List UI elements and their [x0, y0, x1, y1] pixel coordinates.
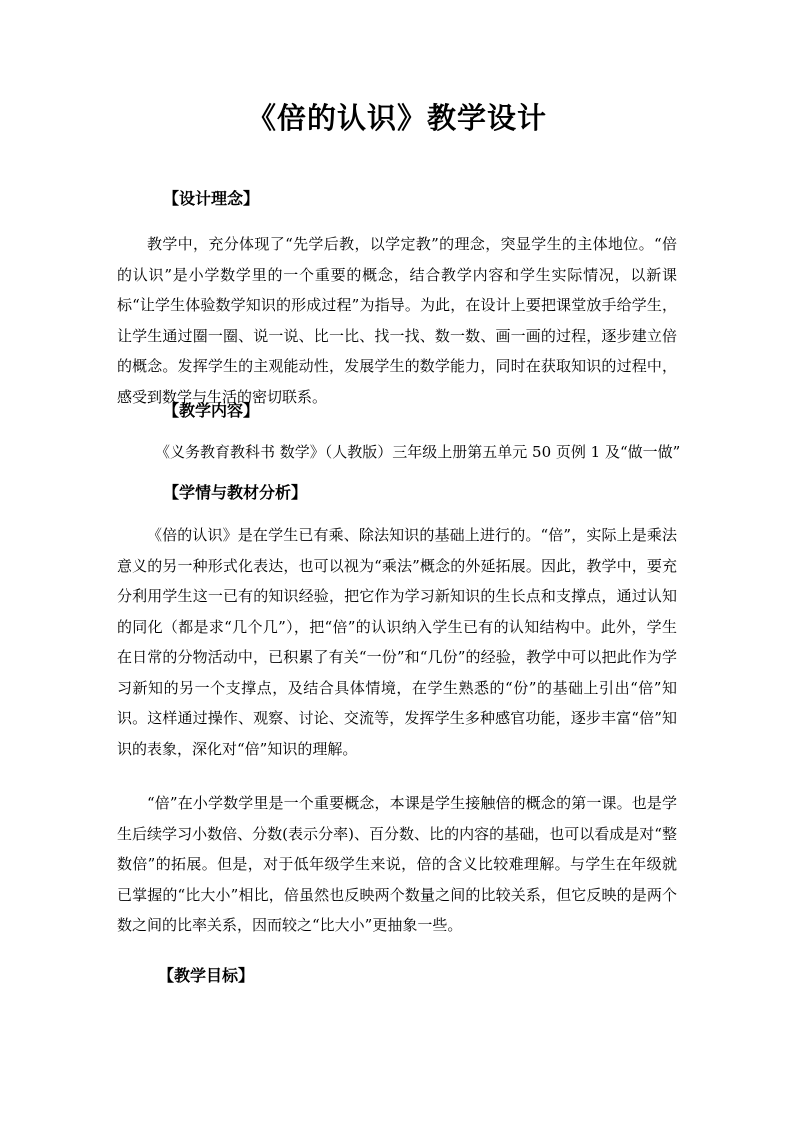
teaching-content-line: 《义务教育教科书 数学》（人教版）三年级上册第五单元 50 页例 1 及“做一做” [155, 443, 681, 461]
analysis-paragraph-2: “倍”在小学数学里是一个重要概念，本课是学生接触倍的概念的第一课。也是学生后续学习小数倍、分数(表示分率)、百分数、比的内容的基础，也可以看成是对“整数倍”的拓展。但是，对于低年级学生来说，倍的含义比较难理解。与学生在年级就已掌握的“比大小”相比，倍虽然也反映两个数量之间的比较关系，但它反映的是两个数之间的比率关系，因而较之“比大小”更抽象一些。 [117, 794, 677, 934]
analysis-heading: 【学情与教材分析】 [163, 483, 308, 502]
document-title: 《倍的认识》教学设计 [246, 101, 547, 135]
teaching-content-heading: 【教学内容】 [163, 401, 260, 420]
analysis-paragraph-1: 《倍的认识》是在学生已有乘、除法知识的基础上进行的。“倍”，实际上是乘法意义的另一种形式化表达，也可以视为“乘法”概念的外延拓展。因此，教学中，要充分利用学生这一已有的知识经验，把它作为学习新知识的生长点和支撑点，通过认知的同化（都是求“几个几”），把“倍”的认识纳入学生已有的认知结构中。此外，学生在日常的分物活动中，已积累了有关“一份”和“几份”的经验，教学中可以把此作为学习新知的另一个支撑点，及结合具体情境，在学生熟悉的“份”的基础上引出“倍”知识。这样通过操作、观察、讨论、交流等，发挥学生多种感官功能，逐步丰富“倍”知识的表象，深化对“倍”知识的理解。 [117, 526, 677, 758]
design-concept-paragraph: 教学中，充分体现了“先学后教，以学定教”的理念，突显学生的主体地位。“倍的认识”是小学数学里的一个重要的概念，结合教学内容和学生实际情况，以新课标“让学生体验数学知识的形成过程”为指导。为此，在设计上要把课堂放手给学生，让学生通过圈一圈、说一说、比一比、找一找、数一数、画一画的过程，逐步建立倍的概念。发挥学生的主观能动性，发展学生的数学能力，同时在获取知识的过程中，感受到数学与生活的密切联系。 [117, 235, 677, 406]
teaching-goals-heading: 【教学目标】 [158, 966, 255, 985]
design-concept-heading: 【设计理念】 [163, 189, 260, 208]
